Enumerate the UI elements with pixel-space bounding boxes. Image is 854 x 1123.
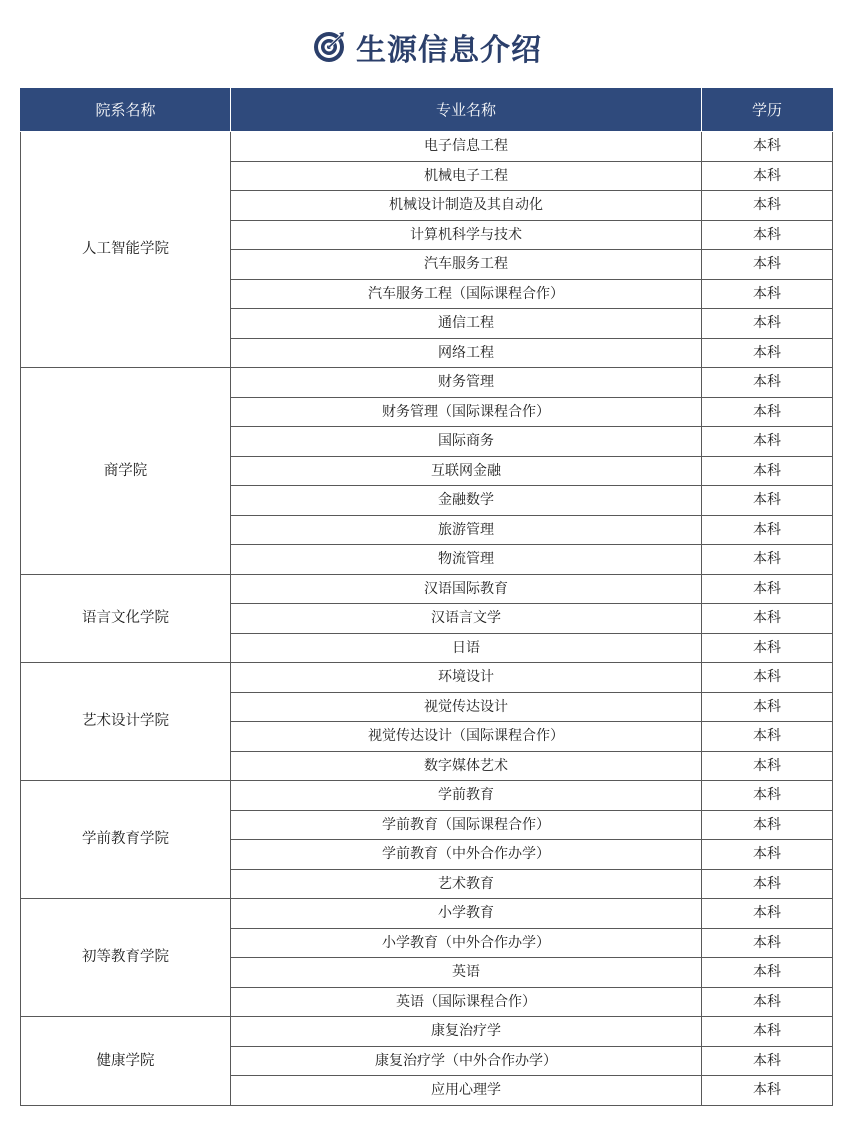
degree-cell: 本科 <box>702 840 833 870</box>
table-header-row <box>21 88 833 132</box>
table-row <box>21 368 833 398</box>
degree-cell: 本科 <box>702 191 833 221</box>
target-icon <box>312 30 346 64</box>
degree-cell: 本科 <box>702 604 833 634</box>
degree-cell: 本科 <box>702 279 833 309</box>
major-name-cell: 英语（国际课程合作） <box>231 987 702 1017</box>
degree-cell: 本科 <box>702 427 833 457</box>
degree-cell: 本科 <box>702 810 833 840</box>
degree-cell: 本科 <box>702 987 833 1017</box>
major-name-cell: 康复治疗学 <box>231 1017 702 1047</box>
major-name-cell: 物流管理 <box>231 545 702 575</box>
major-name-cell: 应用心理学 <box>231 1076 702 1106</box>
degree-cell: 本科 <box>702 515 833 545</box>
degree-cell: 本科 <box>702 633 833 663</box>
major-name-cell: 网络工程 <box>231 338 702 368</box>
degree-cell: 本科 <box>702 722 833 752</box>
degree-cell: 本科 <box>702 456 833 486</box>
degree-cell: 本科 <box>702 751 833 781</box>
degree-cell: 本科 <box>702 899 833 929</box>
degree-cell: 本科 <box>702 928 833 958</box>
college-name-cell: 健康学院 <box>21 1017 231 1106</box>
major-name-cell: 视觉传达设计（国际课程合作） <box>231 722 702 752</box>
college-name-cell: 初等教育学院 <box>21 899 231 1017</box>
major-name-cell: 财务管理（国际课程合作） <box>231 397 702 427</box>
major-name-cell: 电子信息工程 <box>231 132 702 162</box>
major-name-cell: 艺术教育 <box>231 869 702 899</box>
major-name-cell: 汉语言文学 <box>231 604 702 634</box>
college-name-cell: 学前教育学院 <box>21 781 231 899</box>
header-college: 院系名称 <box>21 88 231 132</box>
major-name-cell: 汉语国际教育 <box>231 574 702 604</box>
degree-cell: 本科 <box>702 692 833 722</box>
page-header <box>0 22 854 72</box>
major-name-cell: 数字媒体艺术 <box>231 751 702 781</box>
degree-cell: 本科 <box>702 781 833 811</box>
table-body <box>21 132 833 1106</box>
page-title: 生源信息介绍 <box>356 33 542 68</box>
major-name-cell: 学前教育（中外合作办学） <box>231 840 702 870</box>
major-name-cell: 日语 <box>231 633 702 663</box>
major-name-cell: 英语 <box>231 958 702 988</box>
degree-cell: 本科 <box>702 1046 833 1076</box>
major-name-cell: 学前教育（国际课程合作） <box>231 810 702 840</box>
program-table <box>20 88 833 1106</box>
header-degree: 学历 <box>702 88 833 132</box>
college-name-cell: 艺术设计学院 <box>21 663 231 781</box>
major-name-cell: 财务管理 <box>231 368 702 398</box>
major-name-cell: 机械电子工程 <box>231 161 702 191</box>
degree-cell: 本科 <box>702 397 833 427</box>
major-name-cell: 汽车服务工程（国际课程合作） <box>231 279 702 309</box>
degree-cell: 本科 <box>702 368 833 398</box>
major-name-cell: 小学教育 <box>231 899 702 929</box>
table-row <box>21 781 833 811</box>
degree-cell: 本科 <box>702 309 833 339</box>
major-name-cell: 康复治疗学（中外合作办学） <box>231 1046 702 1076</box>
degree-cell: 本科 <box>702 250 833 280</box>
major-name-cell: 汽车服务工程 <box>231 250 702 280</box>
degree-cell: 本科 <box>702 545 833 575</box>
degree-cell: 本科 <box>702 958 833 988</box>
table-row <box>21 132 833 162</box>
major-name-cell: 旅游管理 <box>231 515 702 545</box>
degree-cell: 本科 <box>702 161 833 191</box>
major-name-cell: 国际商务 <box>231 427 702 457</box>
degree-cell: 本科 <box>702 220 833 250</box>
major-name-cell: 小学教育（中外合作办学） <box>231 928 702 958</box>
degree-cell: 本科 <box>702 132 833 162</box>
degree-cell: 本科 <box>702 869 833 899</box>
college-name-cell: 语言文化学院 <box>21 574 231 663</box>
degree-cell: 本科 <box>702 663 833 693</box>
major-name-cell: 金融数学 <box>231 486 702 516</box>
major-name-cell: 学前教育 <box>231 781 702 811</box>
college-name-cell: 商学院 <box>21 368 231 575</box>
degree-cell: 本科 <box>702 1017 833 1047</box>
degree-cell: 本科 <box>702 574 833 604</box>
table-row <box>21 1017 833 1047</box>
table-row <box>21 663 833 693</box>
header-major: 专业名称 <box>231 88 702 132</box>
major-name-cell: 环境设计 <box>231 663 702 693</box>
degree-cell: 本科 <box>702 486 833 516</box>
major-name-cell: 计算机科学与技术 <box>231 220 702 250</box>
college-name-cell: 人工智能学院 <box>21 132 231 368</box>
major-name-cell: 机械设计制造及其自动化 <box>231 191 702 221</box>
table-row <box>21 574 833 604</box>
major-name-cell: 视觉传达设计 <box>231 692 702 722</box>
degree-cell: 本科 <box>702 1076 833 1106</box>
major-name-cell: 互联网金融 <box>231 456 702 486</box>
degree-cell: 本科 <box>702 338 833 368</box>
table-row <box>21 899 833 929</box>
major-name-cell: 通信工程 <box>231 309 702 339</box>
